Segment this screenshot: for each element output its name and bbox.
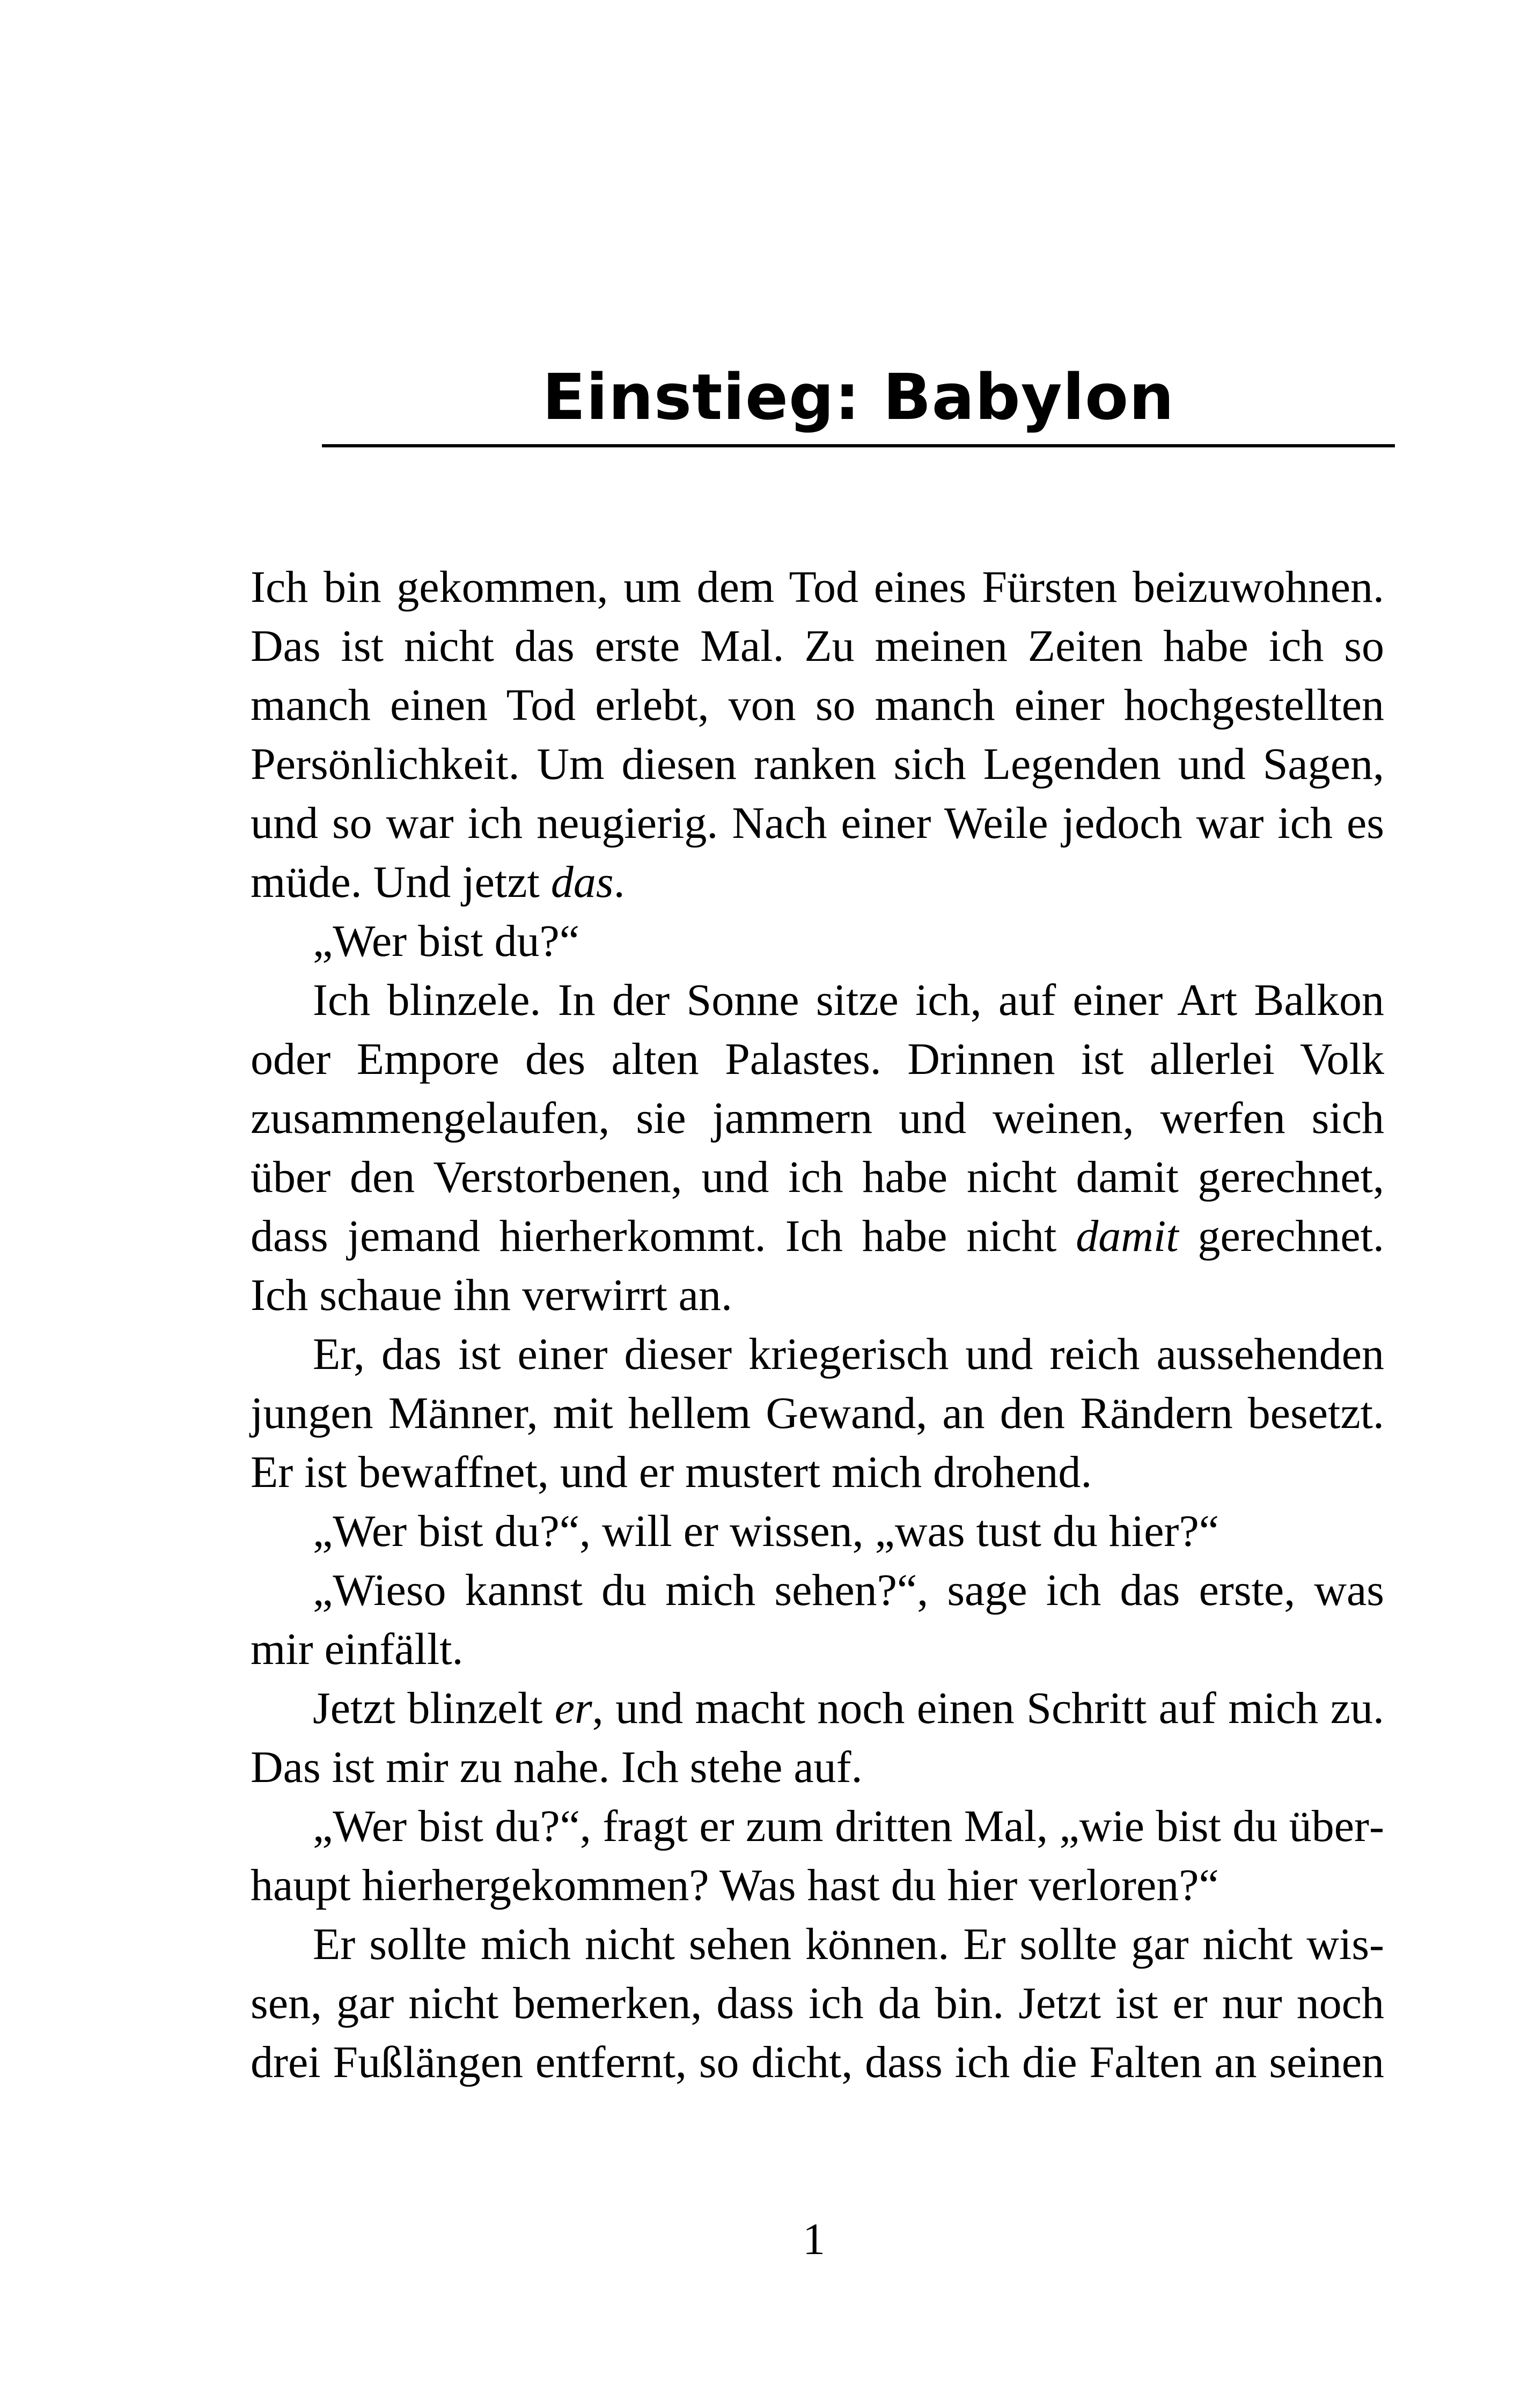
paragraph-7-part-1: Jetzt blinzelt <box>313 1683 555 1733</box>
paragraph-7-emphasis: er <box>554 1683 592 1733</box>
paragraph-7-part-3: , und macht noch einen Schritt auf mich zu. Das ist mir zu nahe. Ich stehe auf. <box>251 1683 1384 1792</box>
paragraph-6 <box>251 1561 1384 1679</box>
paragraph-7 <box>251 1679 1384 1797</box>
paragraph-5 <box>251 1502 1384 1561</box>
paragraph-5-part-1: „Wer bist du?“, will er wissen, „was tust du hier?“ <box>313 1506 1219 1556</box>
paragraph-9 <box>251 1915 1384 2092</box>
paragraph-4-part-1: Er, das ist einer dieser kriegerisch und reich aussehenden jungen Männer, mit hellem Gewand, an den Rändern besetzt. Er ist bewaffnet, und er mustert mich drohend. <box>251 1329 1384 1497</box>
paragraph-8-part-1: „Wer bist du?“, fragt er zum dritten Mal, „wie bist du überhaupt hierhergekommen? Was hast du hier verloren?“ <box>251 1801 1384 1910</box>
paragraph-1-part-3: . <box>613 857 625 907</box>
paragraph-3-emphasis: damit <box>1076 1211 1179 1261</box>
paragraph-8 <box>251 1797 1384 1915</box>
paragraph-1-emphasis: das <box>550 857 614 907</box>
paragraph-6-part-1: „Wieso kannst du mich sehen?“, sage ich das erste, was mir einfällt. <box>251 1565 1384 1674</box>
paragraph-1 <box>251 558 1384 912</box>
paragraph-3-part-1: Ich blinzele. In der Sonne sitze ich, auf einer Art Balkon oder Empore des alten Palastes. Drinnen ist allerlei Volk zusammengelaufen, sie jammern und weinen, werfen sich über den Verstorbenen, und ich habe nicht damit gerechnet, dass jemand hierherkommt. Ich habe nicht <box>251 975 1384 1261</box>
paragraph-1-part-1: Ich bin gekommen, um dem Tod eines Fürsten beizuwohnen. Das ist nicht das erste Mal. Zu meinen Zeiten habe ich so manch einen Tod erlebt, von so manch einer hochgestellten Persönlichkeit. Um diesen ranken sich Legenden und Sagen, und so war ich neugierig. Nach einer Weile jedoch war ich es müde. Und jetzt <box>251 562 1384 907</box>
paragraph-2-part-1: „Wer bist du?“ <box>313 916 580 966</box>
chapter-title: Einstieg: Babylon <box>542 360 1175 434</box>
paragraph-4 <box>251 1325 1384 1502</box>
paragraph-3 <box>251 971 1384 1325</box>
paragraph-3-part-3: gerechnet. Ich schaue ihn verwirrt an. <box>251 1211 1384 1320</box>
paragraph-9-part-1: Er sollte mich nicht sehen können. Er sollte gar nicht wissen, gar nicht bemerken, dass ich da bin. Jetzt ist er nur noch drei Fußlängen entfernt, so dicht, dass ich die Falten an seinen <box>251 1919 1384 2087</box>
paragraph-2 <box>251 912 1384 971</box>
title-underline <box>322 444 1395 447</box>
body-text <box>251 558 1384 2092</box>
page-number: 1 <box>803 2214 825 2264</box>
